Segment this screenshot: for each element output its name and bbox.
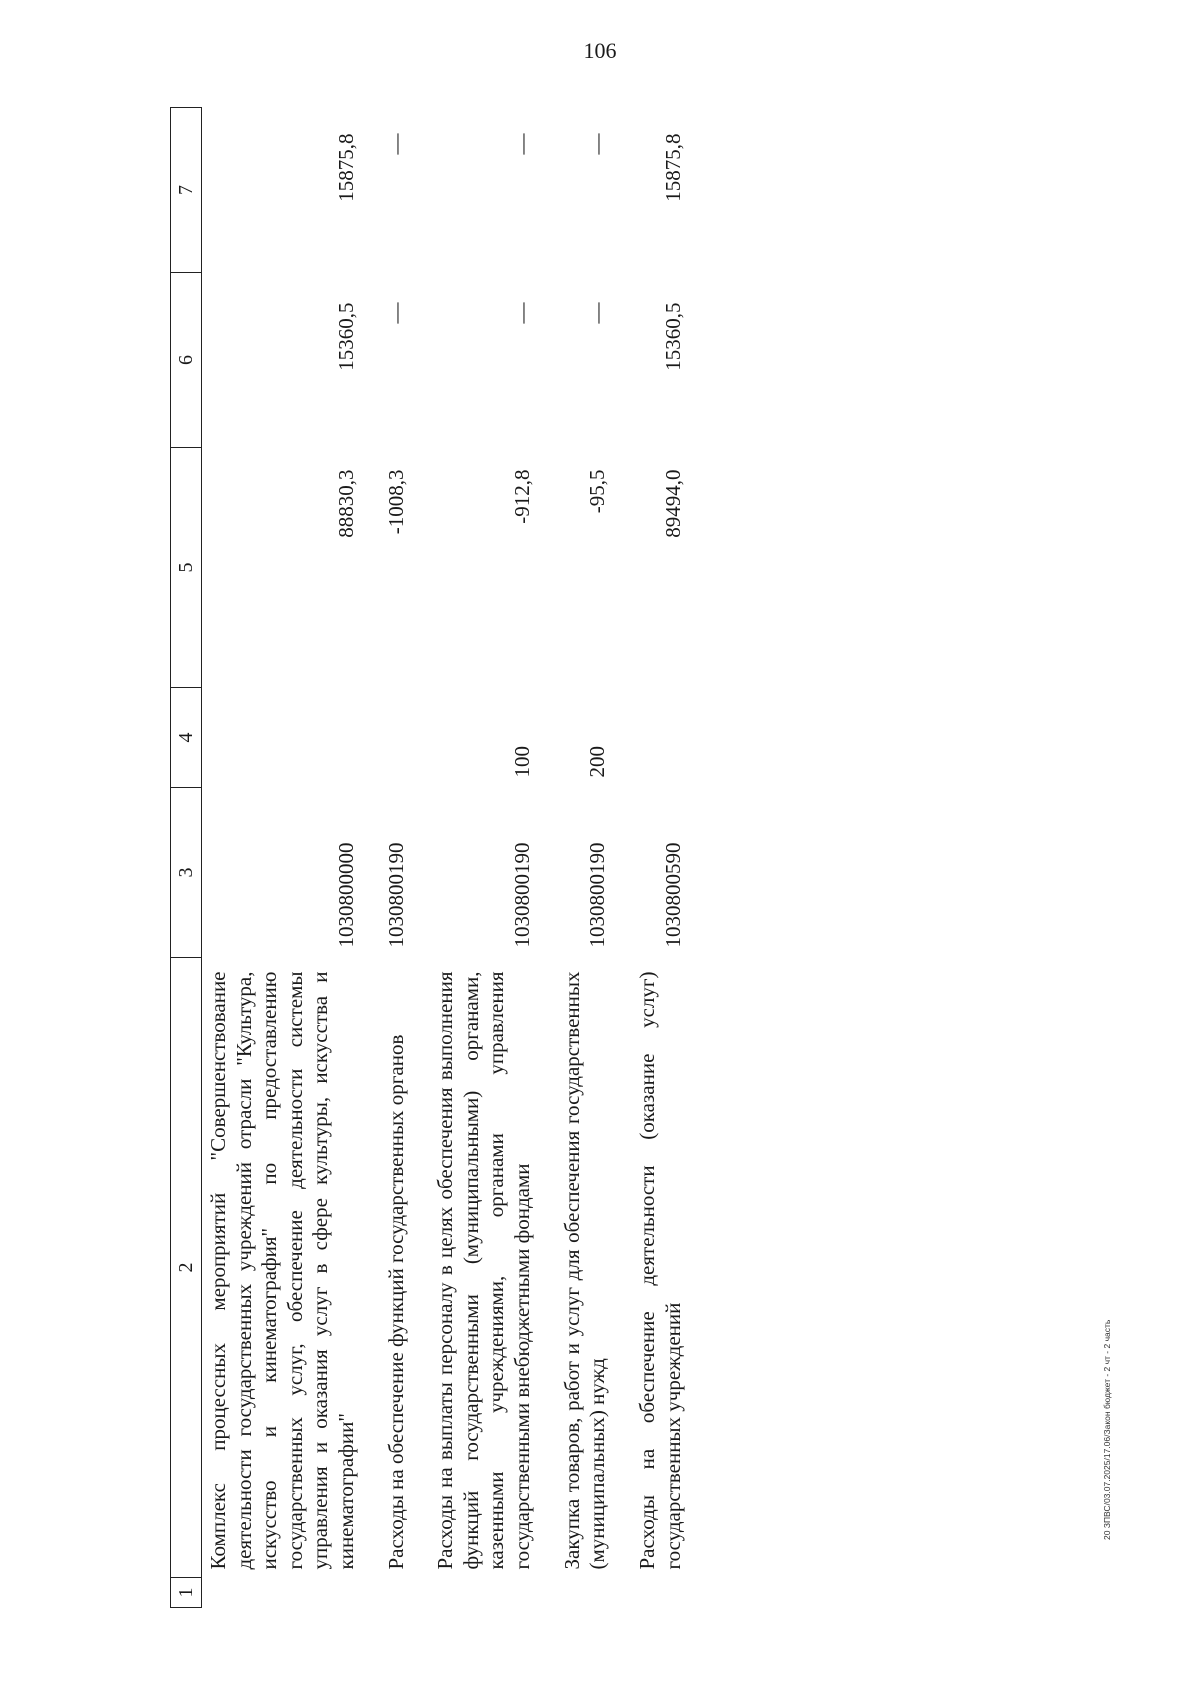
column-header-1: 1 [171,1578,202,1608]
table-header-row [171,108,202,1608]
row-code: 1030800190 [383,842,408,948]
row-code: 1030800590 [660,842,685,948]
row-number-cell [378,1578,428,1608]
column-header-4: 4 [171,688,202,788]
table-row [427,108,553,1608]
row-value-5: -1008,3 [383,469,408,535]
row-name: Закупка товаров, работ и услуг для обеспечения государственных (муниципальных) нужд [559,971,610,1570]
row-value-5: -912,8 [510,469,535,524]
row-name: Расходы на выплаты персоналу в целях обеспечения выполнения функций государственными (муниципальными) органами, казенными учреждениями, органами управления государственными внебюджетными фондами [433,971,535,1570]
row-kind [378,688,428,788]
table-row [629,108,704,1608]
row-code: 1030800000 [334,842,359,948]
column-header-7: 7 [171,108,202,273]
row-value-6: — [383,302,408,324]
row-value-6: — [510,302,535,324]
row-number-cell [202,1578,378,1608]
row-value-5: 89494,0 [660,469,685,538]
row-kind: 200 [585,746,610,778]
row-value-7: — [383,133,408,155]
row-kind [629,688,704,788]
row-value-7: — [510,133,535,155]
table-row [378,108,428,1608]
budget-table-rotated [170,108,930,1608]
row-value-7: 15875,8 [334,133,359,202]
row-name: Расходы на обеспечение деятельности (оказание услуг) государственных учреждений [634,971,685,1570]
footer-note: 20 ЗПВС/03.07.2025/17.06/Закон бюджет - 2 чт - 2 часть [1102,1319,1112,1540]
column-header-2: 2 [171,958,202,1578]
row-value-5: 88830,3 [334,469,359,538]
row-number-cell [629,1578,704,1608]
row-value-6: 15360,5 [334,302,359,371]
row-kind [202,688,378,788]
column-header-5: 5 [171,448,202,688]
table-row [554,108,629,1608]
column-header-6: 6 [171,273,202,448]
budget-table [170,107,704,1608]
table-row [202,108,378,1608]
row-value-5: -95,5 [585,469,610,514]
row-value-6: 15360,5 [660,302,685,371]
row-value-7: — [585,133,610,155]
row-name: Комплекс процессных мероприятий "Совершенствование деятельности государственных учреждений отрасли "Культура, искусство и кинематография" по предоставлению государственных услуг, обеспечение деятельности системы управления и оказания услуг в сфере культуры, искусства и кинематографии" [206,971,359,1570]
row-code: 1030800190 [585,842,610,948]
row-value-7: 15875,8 [660,133,685,202]
row-kind: 100 [510,746,535,778]
row-value-6: — [585,302,610,324]
row-code: 1030800190 [510,842,535,948]
row-name: Расходы на обеспечение функций государственных органов [383,1034,408,1570]
row-number-cell [427,1578,553,1608]
row-number-cell [554,1578,629,1608]
page-number: 106 [583,38,617,63]
column-header-3: 3 [171,788,202,958]
